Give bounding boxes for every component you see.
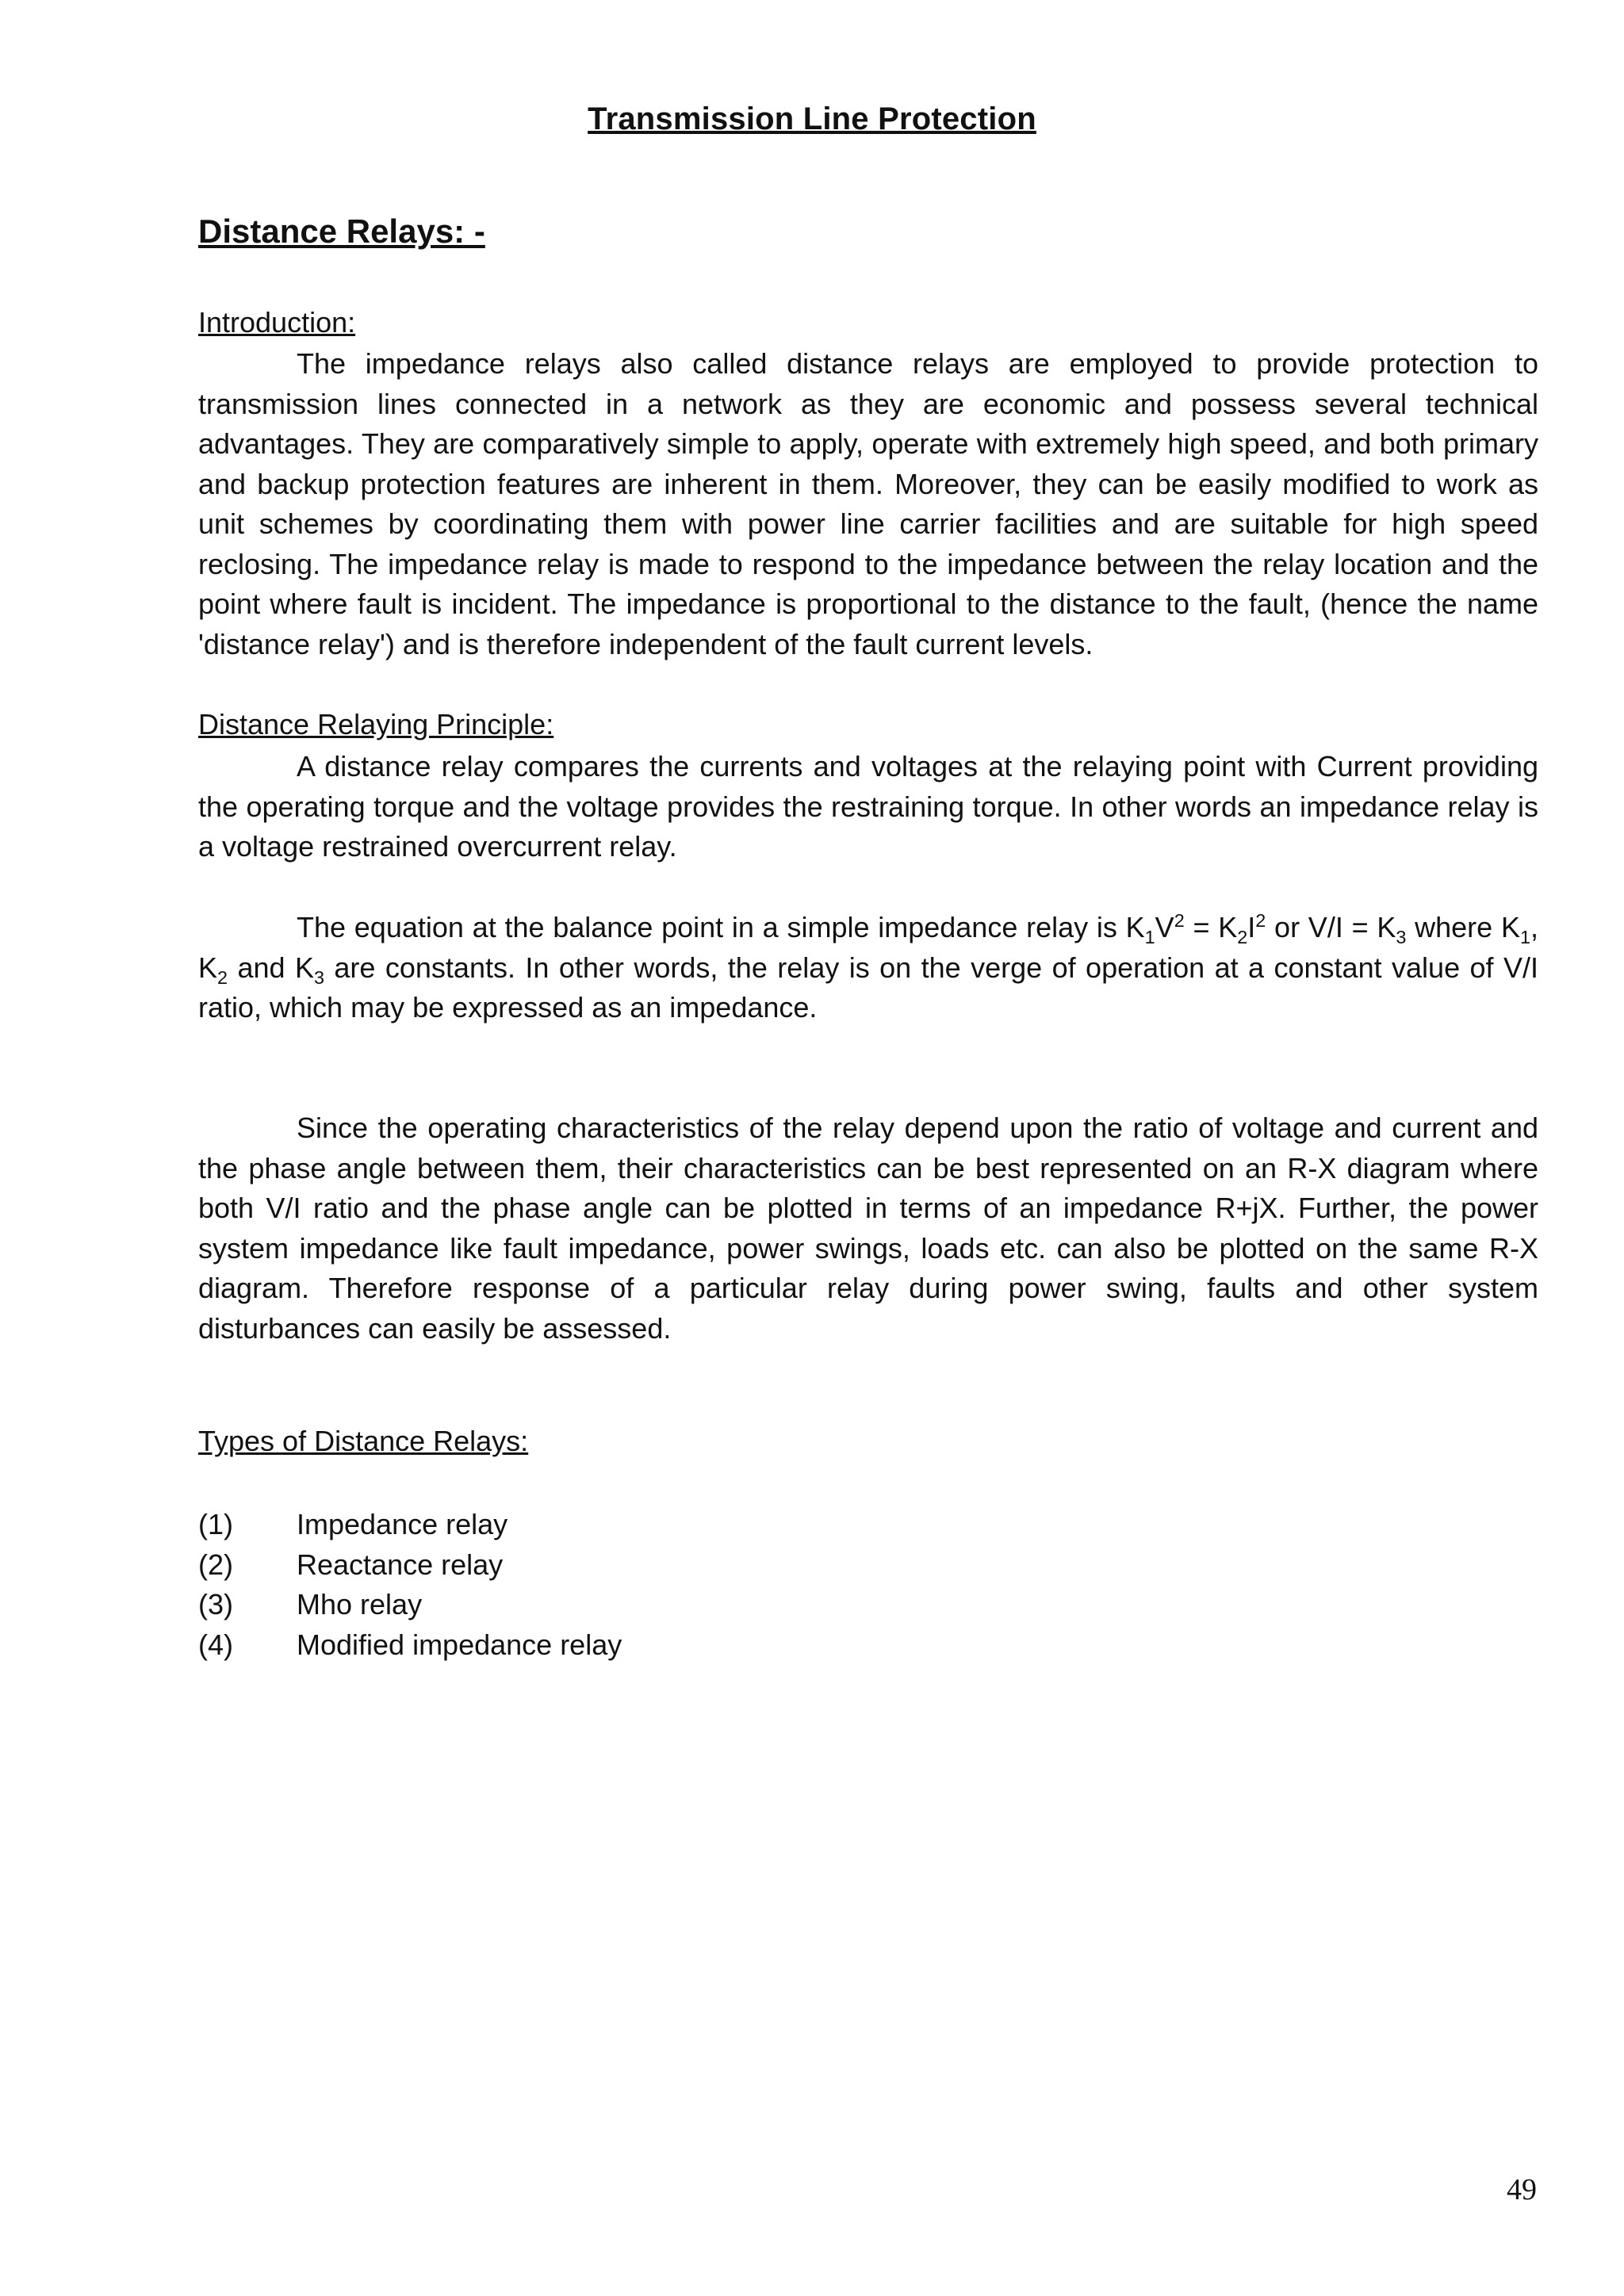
list-item-number: (4): [198, 1628, 233, 1661]
list-item-number: (3): [198, 1588, 233, 1621]
list-item-label: Reactance relay: [297, 1548, 504, 1581]
list-item: [198, 1585, 622, 1625]
principle-paragraph: A distance relay compares the currents and voltages at the relaying point with Current providing the operating torque and the voltage provides the restraining torque. In other words an impedance relay is a voltage restrained overcurrent relay.: [198, 750, 1538, 863]
page-title: Transmission Line Protection: [588, 101, 1036, 136]
principle-heading: Distance Relaying Principle:: [198, 708, 554, 740]
types-heading: Types of Distance Relays:: [198, 1425, 529, 1457]
list-item: [198, 1625, 622, 1666]
introduction-paragraph: The impedance relays also called distance relays are employed to provide protection to transmission lines connected in a network as they are economic and possess several technical advantages. They are comparatively simple to apply, operate with extremely high speed, and both primary and backup protection features are inherent in them. Moreover, they can be easily modified to work as unit schemes by coordinating them with power line carrier facilities and are suitable for high speed reclosing. The impedance relay is made to respond to the impedance between the relay location and the point where fault is incident. The impedance is proportional to the distance to the fault, (hence the name 'distance relay') and is therefore independent of the fault current levels.: [198, 347, 1538, 660]
list-item: [198, 1545, 622, 1586]
list-item-label: Impedance relay: [297, 1508, 508, 1540]
section-heading: Distance Relays: -: [198, 212, 485, 250]
characteristics-paragraph: Since the operating characteristics of the relay depend upon the ratio of voltage and current and the phase angle between them, their characteristics can be best represented on an R-X diagram where both V/I ratio and the phase angle can be plotted in terms of an impedance R+jX. Further, the power system impedance like fault impedance, power swings, loads etc. can also be plotted on the same R-X diagram. Therefore response of a particular relay during power swing, faults and other system disturbances can easily be assessed.: [198, 1112, 1538, 1345]
types-list: [198, 1505, 622, 1665]
list-item-number: (1): [198, 1508, 233, 1540]
list-item-label: Modified impedance relay: [297, 1628, 622, 1661]
list-item-number: (2): [198, 1548, 233, 1581]
equation-paragraph: The equation at the balance point in a simple impedance relay is $K_1V^2 = K_2I^2$ or $V/I = K_3$ where $K_1$, $K_2$ and $K_3$ are constants. In other words, the relay is on the verge of operation at a constant value of V/I ratio, which may be expressed as an impedance.: [198, 910, 1538, 1024]
list-item-label: Mho relay: [297, 1588, 423, 1621]
introduction-heading: Introduction:: [198, 306, 356, 339]
page-number: 49: [1507, 2173, 1537, 2206]
list-item: [198, 1505, 622, 1545]
